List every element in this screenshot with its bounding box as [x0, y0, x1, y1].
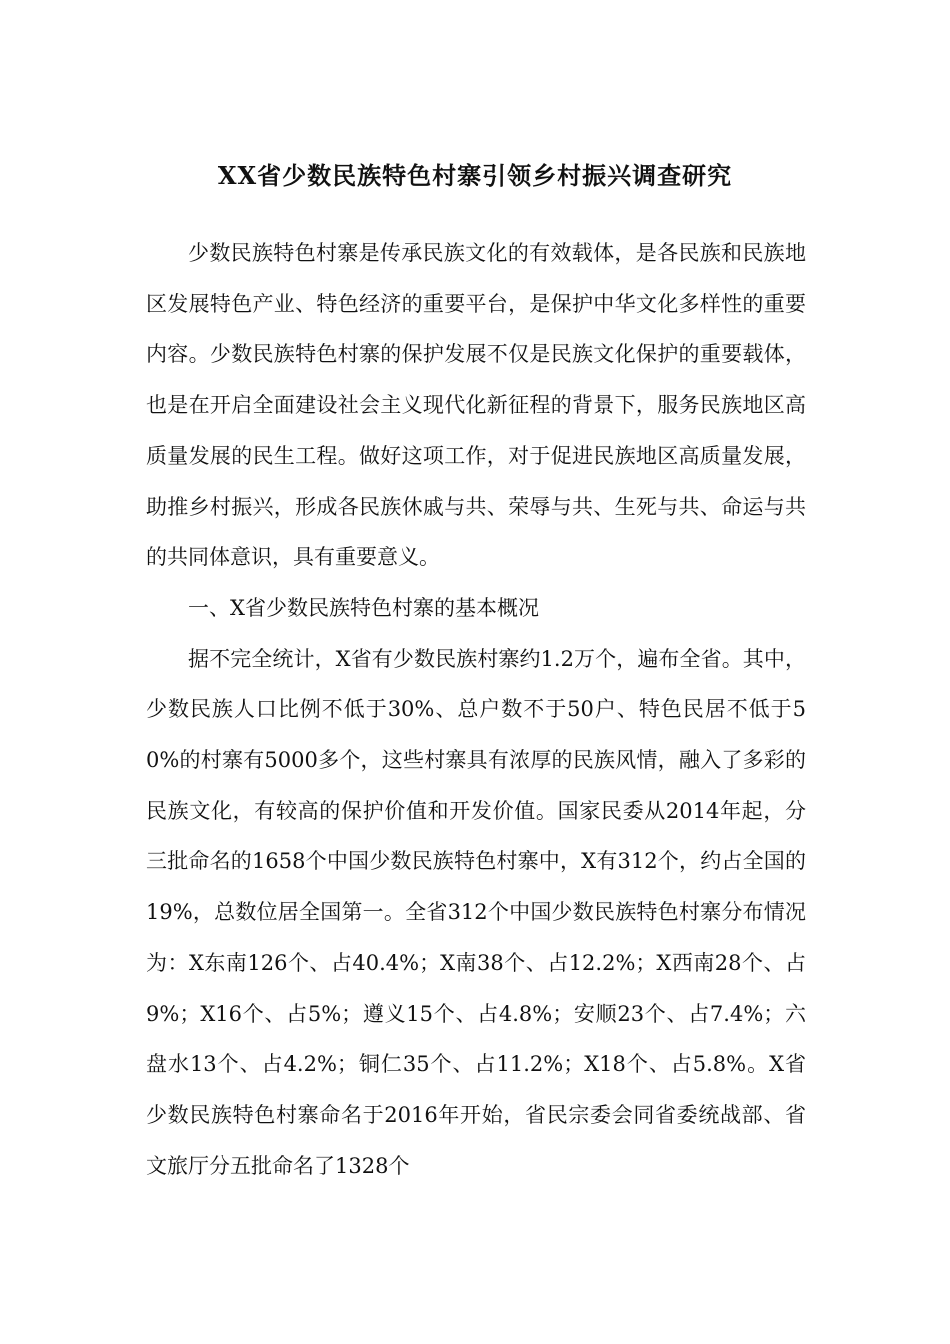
- paragraph-overview: 据不完全统计，X省有少数民族村寨约1.2万个，遍布全省。其中，少数民族人口比例不低于30%、总户数不于50户、特色民居不低于50%的村寨有5000多个，这些村寨具有浓厚的民族风情，融入了多彩的民族文化，有较高的保护价值和开发价值。国家民委从2014年起，分三批命名的1658个中国少数民族特色村寨中，X有312个，约占全国的19%，总数位居全国第一。全省312个中国少数民族特色村寨分布情况为：X东南126个、占40.4%；X南38个、占12.2%；X西南28个、占9%；X16个、占5%；遵义15个、占4.8%；安顺23个、占7.4%；六盘水13个、占4.2%；铜仁35个、占11.2%；X18个、占5.8%。X省少数民族特色村寨命名于2016年开始，省民宗委会同省委统战部、省文旅厅分五批命名了1328个: [146, 646, 806, 1178]
- paragraph-intro: 少数民族特色村寨是传承民族文化的有效载体，是各民族和民族地区发展特色产业、特色经济的重要平台，是保护中华文化多样性的重要内容。少数民族特色村寨的保护发展不仅是民族文化保护的重要载体，也是在开启全面建设社会主义现代化新征程的背景下，服务民族地区高质量发展的民生工程。做好这项工作，对于促进民族地区高质量发展，助推乡村振兴，形成各民族休戚与共、荣辱与共、生死与共、命运与共的共同体意识，具有重要意义。: [146, 241, 806, 570]
- document-body: [146, 228, 806, 1191]
- section-heading: 一、X省少数民族特色村寨的基本概况: [188, 595, 539, 620]
- document-title: XX省少数民族特色村寨引领乡村振兴调查研究: [217, 161, 733, 190]
